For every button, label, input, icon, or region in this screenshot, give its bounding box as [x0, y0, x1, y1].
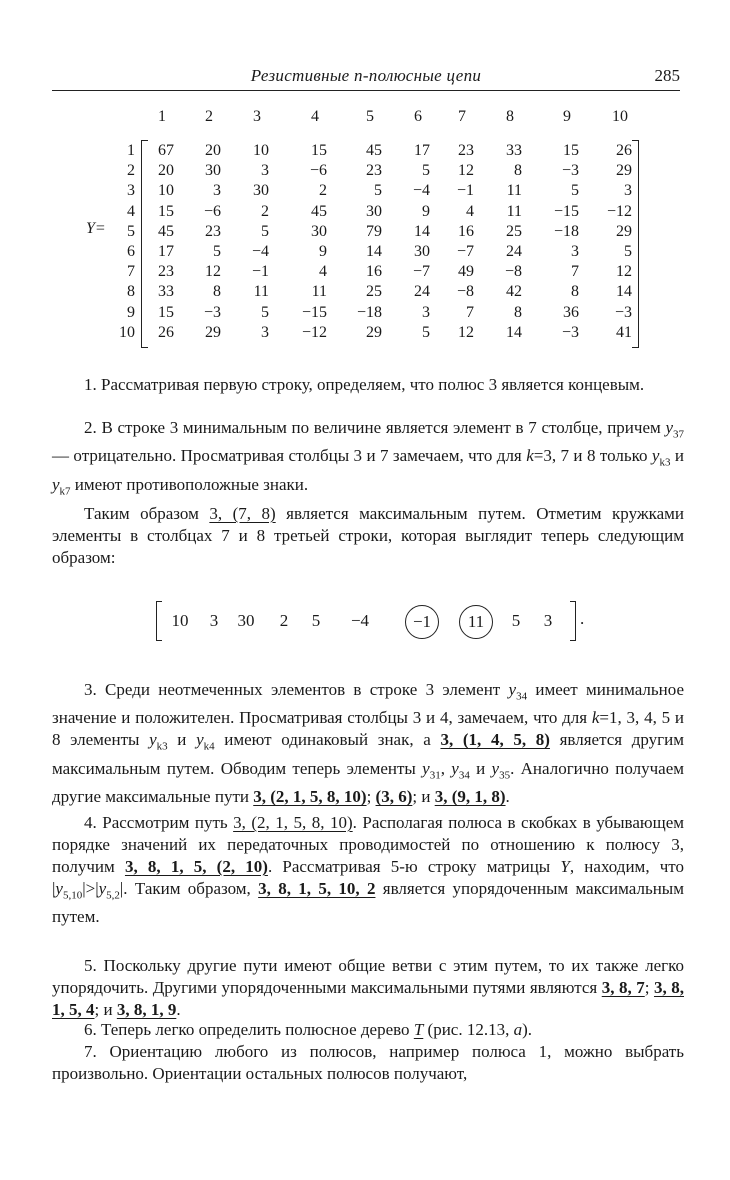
- paragraph-1: [52, 374, 684, 396]
- p2-text-b: — отрицательно. Просматривая столбцы 3 и 7 замечаем, что для: [52, 446, 527, 466]
- matrix-cell: 3: [261, 323, 269, 341]
- matrix-cell: 9: [422, 202, 430, 220]
- row-three-vector: [150, 597, 600, 653]
- matrix-cell: −12: [606, 202, 632, 220]
- circled-value: 11: [459, 605, 493, 639]
- matrix-cell: 30: [253, 182, 269, 200]
- matrix-cell: −15: [301, 303, 327, 321]
- p4-path-2: 3, (2, 1, 5, 8, 10): [253, 787, 367, 807]
- row-value: 5: [311, 611, 321, 630]
- p2-yk3: y: [651, 446, 660, 466]
- paragraph-7: [52, 1019, 684, 1041]
- matrix-cell: −1: [456, 182, 474, 200]
- matrix-cell: 23: [158, 263, 174, 281]
- matrix-cell: −3: [561, 323, 579, 341]
- matrix-cell: −6: [309, 162, 327, 180]
- matrix-cell: 15: [563, 142, 579, 159]
- matrix-cell: 14: [366, 243, 382, 260]
- matrix-cell: 14: [506, 323, 522, 341]
- matrix-cell: 30: [311, 222, 327, 240]
- matrix-cell: 3: [422, 303, 430, 321]
- p2-yk3-sub: k3: [659, 456, 671, 469]
- matrix-cell: 30: [205, 162, 221, 180]
- matrix-cell: 45: [366, 142, 382, 159]
- p4-y34-b-sub: 34: [458, 769, 470, 782]
- p5-path-2: 3, 8, 1, 5, (2, 10): [124, 857, 268, 876]
- matrix-cell: −8: [456, 283, 474, 301]
- matrix-cell: 30: [414, 243, 430, 260]
- p4-text-c: =1, 3, 4, 5 и 8 элементы: [52, 708, 685, 750]
- admittance-matrix: [0, 108, 730, 348]
- matrix-row-label: 7: [127, 263, 135, 281]
- p4-text-k: ; и: [412, 787, 435, 807]
- p5-text-e: |>|: [82, 879, 99, 898]
- p2-y37-sub: 37: [673, 428, 684, 441]
- p7-T: T: [413, 1020, 424, 1039]
- matrix-column-header: 10: [612, 108, 628, 125]
- p5-path: 3, (2, 1, 5, 8, 10): [233, 813, 353, 832]
- matrix-cell: 3: [213, 182, 221, 200]
- matrix-cell: −8: [504, 263, 522, 281]
- matrix-cell: 5: [374, 182, 382, 200]
- matrix-cell: 11: [311, 283, 327, 301]
- matrix-cell: −12: [301, 323, 327, 341]
- matrix-cell: −1: [251, 263, 269, 281]
- p4-text-h: и: [469, 758, 492, 778]
- p4-path-1: 3, (1, 4, 5, 8): [440, 730, 550, 750]
- matrix-cell: 7: [466, 303, 474, 321]
- matrix-cell: −7: [412, 263, 430, 281]
- matrix-cell: 24: [506, 243, 522, 260]
- matrix-cell: 25: [366, 283, 382, 301]
- matrix-cell: 2: [319, 182, 327, 200]
- matrix-cell: 45: [311, 202, 327, 220]
- matrix-cell: 10: [253, 142, 269, 159]
- row-value: 3: [543, 611, 553, 630]
- matrix-cell: 25: [506, 222, 522, 240]
- matrix-cell: 5: [422, 323, 430, 341]
- matrix-cell: 29: [366, 323, 382, 341]
- p4-y35: y: [491, 758, 500, 778]
- matrix-right-bracket: [632, 140, 639, 348]
- matrix-cell: 8: [213, 283, 221, 301]
- paragraph-1-text: 1. Рассматривая первую строку, определяем, что полюс 3 является концевым.: [84, 375, 645, 394]
- matrix-row-label: 4: [127, 202, 135, 220]
- matrix-cell: 5: [261, 222, 269, 240]
- p3-text-a: Таким образом: [84, 504, 210, 523]
- matrix-row-label: 2: [127, 162, 135, 180]
- paragraph-3: [52, 503, 684, 569]
- matrix-column-header: 2: [205, 108, 213, 125]
- matrix-cell: −3: [561, 162, 579, 180]
- matrix-cell: 10: [158, 182, 174, 200]
- matrix-cell: 26: [158, 323, 174, 341]
- matrix-cell: 41: [616, 323, 632, 341]
- p4-yk3: y: [149, 730, 157, 750]
- p4-y35-sub: 35: [499, 769, 511, 782]
- matrix-cell: 16: [366, 263, 382, 281]
- matrix-cell: 5: [624, 243, 632, 260]
- row-value: 5: [511, 611, 521, 630]
- matrix-cell: 7: [571, 263, 579, 281]
- p2-yk7-sub: k7: [59, 485, 71, 498]
- p4-text-b: имеет минимальное значение и положителен. Просматривая столбцы 3 и 4, замечаем, что для: [52, 680, 684, 728]
- paragraph-4: [52, 679, 684, 808]
- matrix-cell: 8: [514, 303, 522, 321]
- p5-path-3: 3, 8, 1, 5, 10, 2: [258, 879, 376, 898]
- p6-text-d: .: [176, 1000, 181, 1019]
- p2-text-e: имеют противоположные знаки.: [70, 474, 309, 494]
- matrix-column-header: 4: [311, 108, 319, 125]
- p7-text-c: ).: [522, 1020, 533, 1039]
- p2-text-d: и: [670, 446, 684, 466]
- p5-Y: Y: [560, 857, 570, 876]
- p4-y34: y: [508, 680, 517, 699]
- p4-y31: y: [422, 758, 430, 778]
- matrix-cell: 45: [158, 222, 174, 240]
- matrix-cell: −4: [412, 182, 430, 200]
- matrix-column-header: 7: [458, 108, 466, 125]
- paragraph-6: [52, 955, 684, 1021]
- matrix-cell: 26: [616, 142, 632, 159]
- matrix-cell: 2: [261, 202, 269, 220]
- p2-yk7: y: [52, 474, 60, 494]
- p4-text-i: . Аналогично получаем другие максимальные пути: [52, 758, 684, 807]
- p4-text-a: 3. Среди неотмеченных элементов в строке 3 элемент: [84, 680, 509, 699]
- paragraph-5: [52, 812, 684, 928]
- matrix-cell: 16: [458, 222, 474, 240]
- matrix-cell: 30: [366, 202, 382, 220]
- matrix-cell: 49: [458, 263, 474, 281]
- running-title: Резистивные n-полюсные цепи: [250, 66, 482, 85]
- matrix-cell: 4: [466, 202, 474, 220]
- matrix-cell: 3: [261, 162, 269, 180]
- row-value: 3: [209, 611, 219, 630]
- matrix-cell: 14: [414, 222, 430, 240]
- p4-text-j: ;: [366, 787, 376, 807]
- p6-text-b: ;: [644, 978, 654, 997]
- matrix-row-label: 10: [119, 323, 135, 341]
- p4-text-e: имеют одинаковый знак, а: [214, 730, 441, 750]
- matrix-cell: 67: [158, 142, 174, 159]
- running-header: [52, 64, 680, 91]
- p8-text: 7. Ориентацию любого из полюсов, например полюса 1, можно выбрать произвольно. Ориентации остальных полюсов получают,: [52, 1042, 684, 1083]
- matrix-cell: 5: [213, 243, 221, 260]
- matrix-cell: 12: [616, 263, 632, 281]
- matrix-cell: 29: [205, 323, 221, 341]
- row-period: .: [580, 609, 585, 628]
- matrix-cell: 15: [158, 303, 174, 321]
- matrix-column-header: 5: [366, 108, 374, 125]
- p4-y34-sub: 34: [516, 690, 528, 703]
- p4-text-d: и: [167, 730, 197, 750]
- p5-text-c: . Рассматривая 5-ю строку матрицы: [267, 857, 561, 876]
- matrix-cell: 23: [458, 142, 474, 159]
- matrix-column-header: 6: [414, 108, 422, 125]
- matrix-cell: 33: [506, 142, 522, 159]
- p5-text-d: , находим, что |: [52, 857, 685, 898]
- paragraph-8: [52, 1041, 684, 1085]
- matrix-row-label: 1: [127, 142, 135, 159]
- p5-text-a: 4. Рассмотрим путь: [84, 813, 234, 832]
- p5-y52-sub: 5,2: [106, 889, 120, 902]
- p4-yk4-sub: k4: [203, 740, 215, 753]
- matrix-cell: 12: [458, 323, 474, 341]
- p6-path-3: 3, 8, 1, 9: [116, 1000, 177, 1019]
- p4-text-f: является другим максимальным путем. Обводим теперь элементы: [52, 730, 684, 778]
- p4-yk3-sub: k3: [156, 740, 168, 753]
- matrix-cell: 12: [458, 162, 474, 180]
- matrix-cell: 79: [366, 222, 382, 240]
- matrix-cell: 24: [414, 283, 430, 301]
- matrix-cell: −3: [614, 303, 632, 321]
- page-number: 285: [654, 66, 680, 85]
- p2-text-a: 2. В строке 3 минимальным по величине является элемент в 7 столбце, причем: [84, 418, 666, 437]
- p7-a: а: [513, 1020, 523, 1039]
- matrix-column-header: 9: [563, 108, 571, 125]
- matrix-row-label: 8: [127, 283, 135, 301]
- matrix-cell: −15: [553, 202, 579, 220]
- matrix-cell: 29: [616, 222, 632, 240]
- paragraph-2: [52, 417, 684, 502]
- matrix-row-label: 3: [127, 182, 135, 200]
- p3-path: 3, (7, 8): [209, 504, 276, 523]
- row-right-bracket: [570, 601, 576, 641]
- matrix-cell: 15: [158, 202, 174, 220]
- matrix-column-header: 1: [158, 108, 166, 125]
- matrix-cell: 20: [205, 142, 221, 159]
- matrix-cell: 17: [414, 142, 430, 159]
- matrix-cell: −18: [553, 222, 579, 240]
- matrix-cell: 5: [571, 182, 579, 200]
- matrix-cell: 3: [624, 182, 632, 200]
- p5-text-b: . Располагая полюса в скобках в убывающем порядке значений их передаточных проводимостей по отношению к полюсу 3, получим: [52, 813, 684, 876]
- p4-y34-b: y: [451, 758, 459, 778]
- matrix-cell: 15: [311, 142, 327, 159]
- circled-value: −1: [405, 605, 439, 639]
- p5-text-f: |. Таким образом,: [119, 879, 259, 898]
- matrix-cell: 20: [158, 162, 174, 180]
- matrix-cell: −3: [203, 303, 221, 321]
- matrix-row-label: 9: [127, 303, 135, 321]
- p6-path-2: 3, 8, 1, 5, 4: [52, 978, 684, 1019]
- matrix-cell: 8: [514, 162, 522, 180]
- matrix-row-label: 5: [127, 222, 135, 240]
- matrix-cell: 33: [158, 283, 174, 301]
- matrix-cell: −7: [456, 243, 474, 260]
- p4-path-3: (3, 6): [375, 787, 413, 807]
- matrix-cell: 5: [422, 162, 430, 180]
- matrix-cell: 11: [506, 182, 522, 200]
- p5-text-g: является упорядоченным максимальным путем.: [52, 879, 684, 927]
- p6-text-c: ; и: [94, 1000, 117, 1019]
- matrix-cell: 12: [205, 263, 221, 281]
- matrix-cell: −4: [251, 243, 269, 260]
- matrix-cell: 8: [571, 283, 579, 301]
- row-value: −4: [350, 611, 370, 630]
- matrix-cell: 14: [616, 283, 632, 301]
- matrix-column-header: 8: [506, 108, 514, 125]
- p6-path-1: 3, 8, 7: [601, 978, 645, 997]
- p5-y510: y: [55, 879, 63, 898]
- matrix-cell: 9: [319, 243, 327, 260]
- p6-text-a: 5. Поскольку другие пути имеют общие ветви с этим путем, то их также легко упорядочить. Другими упорядоченными максимальными путями являются: [52, 956, 684, 997]
- row-value: 30: [237, 611, 255, 630]
- matrix-cell: 29: [616, 162, 632, 180]
- matrix-cell: −18: [356, 303, 382, 321]
- p4-path-4: 3, (9, 1, 8): [434, 787, 506, 807]
- row-value: 2: [279, 611, 289, 630]
- p5-y52: y: [98, 879, 107, 898]
- p2-y37: y: [665, 418, 673, 437]
- matrix-cell: 11: [253, 283, 269, 301]
- matrix-label: Y=: [86, 220, 106, 237]
- matrix-cell: 5: [261, 303, 269, 321]
- p4-text-g: ,: [440, 758, 452, 778]
- matrix-cell: 42: [506, 283, 522, 301]
- matrix-cell: −6: [203, 202, 221, 220]
- p2-text-c: =3, 7 и 8 только: [533, 446, 652, 466]
- matrix-row-label: 6: [127, 243, 135, 260]
- p7-text-b: (рис. 12.13,: [423, 1020, 514, 1039]
- p3-text-b: является максимальным путем. Отметим кружками элементы в столбцах 7 и 8 третьей строки, которая выглядит теперь следующим образом:: [52, 504, 684, 567]
- p4-k: k: [591, 708, 600, 728]
- p4-y31-sub: 31: [429, 769, 441, 782]
- p7-text-a: 6. Теперь легко определить полюсное дерево: [84, 1020, 414, 1039]
- matrix-cell: 36: [563, 303, 579, 321]
- matrix-cell: 23: [366, 162, 382, 180]
- matrix-cell: 11: [506, 202, 522, 220]
- row-value: 10: [171, 611, 189, 630]
- matrix-column-header: 3: [253, 108, 261, 125]
- p4-yk4: y: [196, 730, 204, 750]
- matrix-cell: 3: [571, 243, 579, 260]
- matrix-cell: 4: [319, 263, 327, 281]
- p2-k: k: [526, 446, 534, 466]
- p5-y510-sub: 5,10: [62, 889, 83, 902]
- matrix-cell: 23: [205, 222, 221, 240]
- p4-text-l: .: [505, 787, 510, 807]
- matrix-cell: 17: [158, 243, 174, 260]
